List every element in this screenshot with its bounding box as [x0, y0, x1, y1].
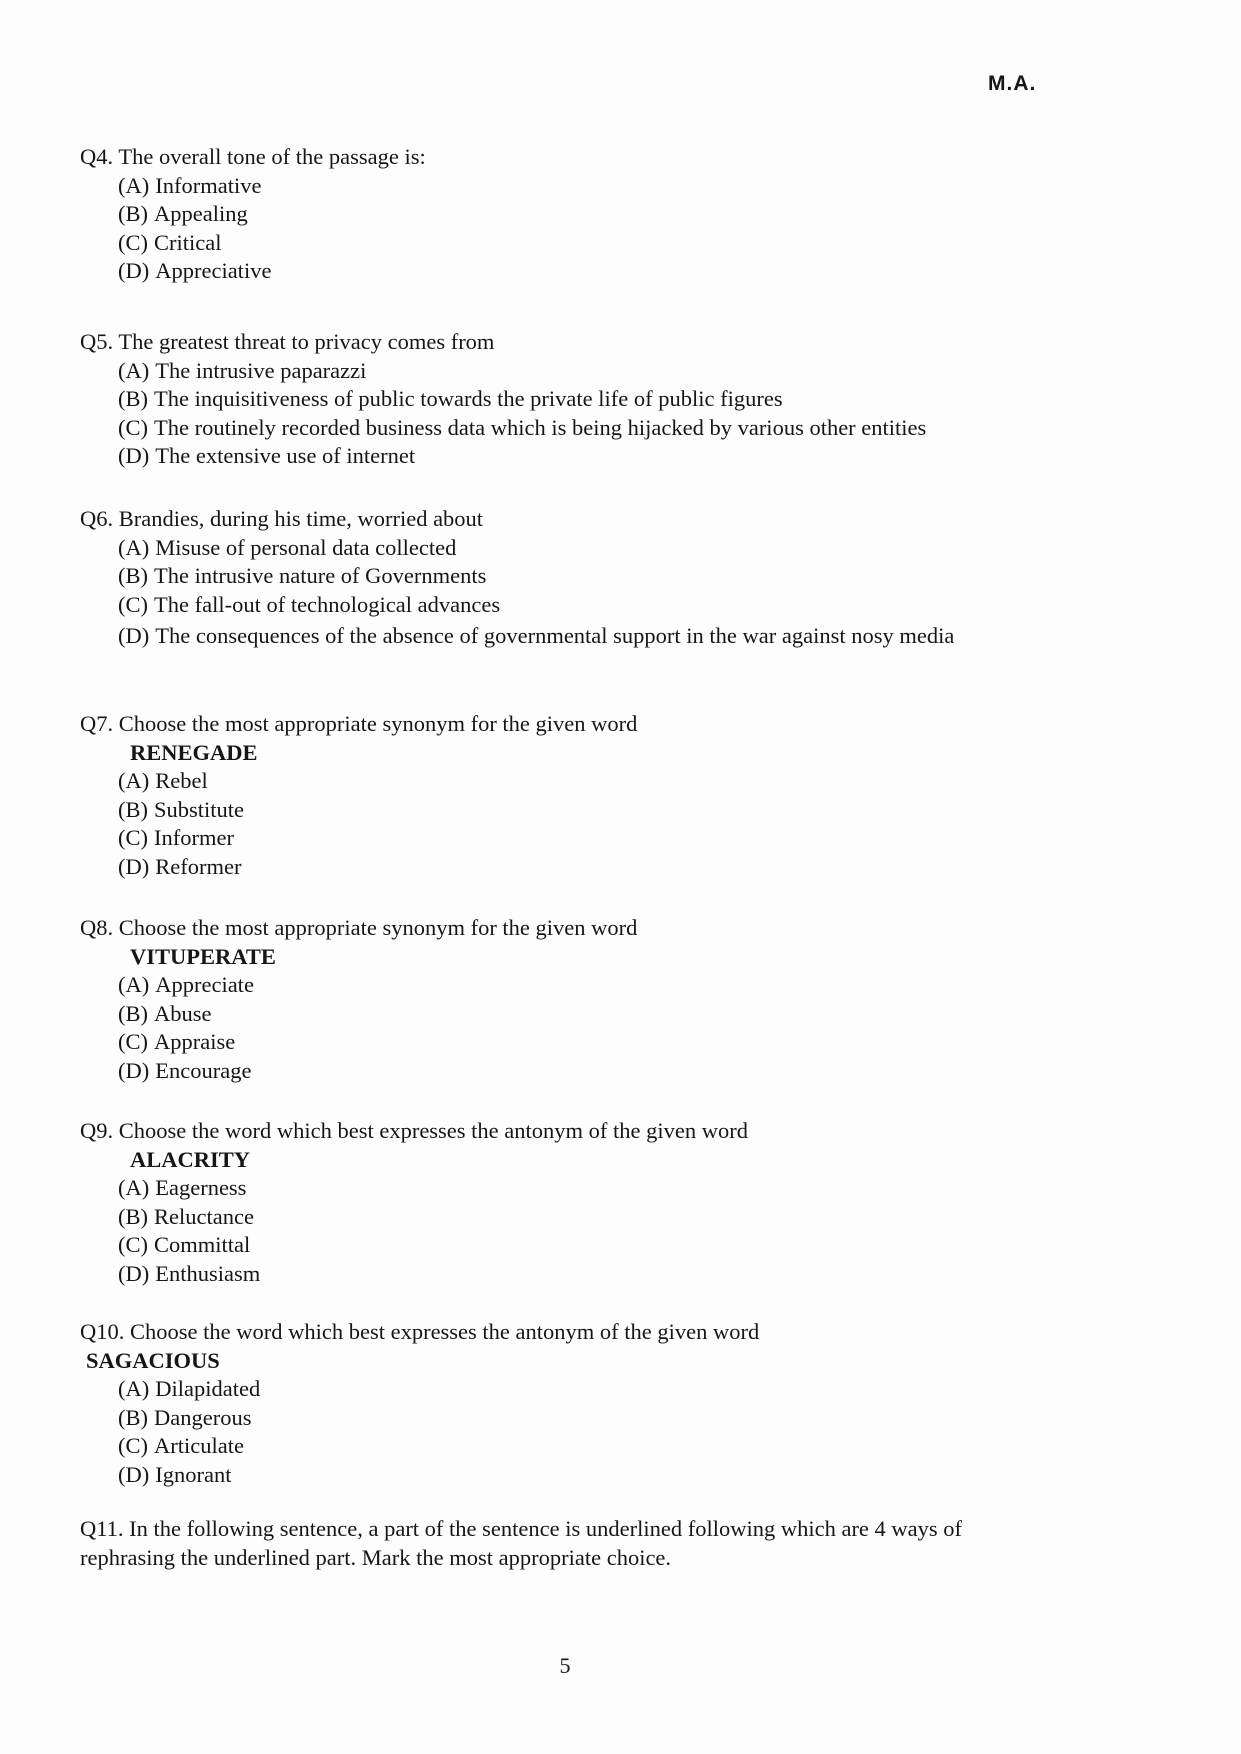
question-q11 [80, 1515, 1060, 1572]
option-text: The intrusive paparazzi [155, 357, 367, 383]
option-label: (D) [118, 443, 150, 469]
option-label: (A) [118, 1376, 150, 1402]
option-d [80, 1461, 1060, 1490]
option-a [80, 534, 1060, 563]
option-text: Encourage [155, 1057, 252, 1083]
question-q7 [80, 710, 1060, 882]
option-c [80, 1231, 1060, 1260]
option-label: (B) [118, 1203, 148, 1229]
option-c [80, 414, 1060, 443]
option-label: (C) [118, 414, 148, 440]
option-label: (C) [118, 229, 148, 255]
option-label: (D) [118, 853, 150, 879]
option-text: Ignorant [155, 1461, 232, 1487]
option-text: The extensive use of internet [155, 443, 416, 469]
option-label: (A) [118, 768, 150, 794]
option-label: (D) [118, 623, 150, 649]
option-text: Articulate [154, 1433, 244, 1459]
option-label: (B) [118, 386, 148, 412]
question-stem: Q9. Choose the word which best expresses the antonym of the given word [80, 1118, 748, 1143]
option-text: Critical [154, 229, 222, 255]
question-q4 [80, 143, 1060, 286]
option-label: (B) [118, 1000, 148, 1026]
option-text: Committal [154, 1232, 251, 1258]
option-c [80, 824, 1060, 853]
option-b [80, 1203, 1060, 1232]
question-q10 [80, 1318, 1060, 1490]
option-label: (A) [118, 1175, 150, 1201]
option-a [80, 1174, 1060, 1203]
option-label: (C) [118, 1029, 148, 1055]
option-label: (D) [118, 1461, 150, 1487]
option-label: (B) [118, 563, 148, 589]
question-q6 [80, 505, 1060, 652]
option-c [80, 1028, 1060, 1057]
option-label: (D) [118, 1057, 150, 1083]
option-text: Enthusiasm [155, 1260, 261, 1286]
option-b [80, 796, 1060, 825]
given-word: VITUPERATE [130, 943, 276, 969]
question-stem: Q4. The overall tone of the passage is: [80, 144, 426, 169]
question-stem: Q6. Brandies, during his time, worried about [80, 506, 484, 531]
option-a [80, 357, 1060, 386]
option-c [80, 1432, 1060, 1461]
option-a [80, 971, 1060, 1000]
option-d [80, 1260, 1060, 1289]
option-text: The routinely recorded business data which is being hijacked by various other entities [154, 414, 927, 440]
option-text: The inquisitiveness of public towards the private life of public figures [154, 386, 783, 412]
option-c [80, 591, 1060, 620]
given-word: RENEGADE [130, 739, 258, 765]
option-text: The consequences of the absence of governmental support in the war against nosy media [155, 623, 955, 649]
option-b [80, 1000, 1060, 1029]
option-b [80, 200, 1060, 229]
option-label: (C) [118, 825, 148, 851]
question-stem: Q7. Choose the most appropriate synonym for the given word [80, 711, 638, 736]
option-label: (D) [118, 1260, 150, 1286]
option-label: (A) [118, 357, 150, 383]
given-word: ALACRITY [130, 1146, 251, 1172]
given-word: SAGACIOUS [86, 1347, 220, 1373]
option-a [80, 767, 1060, 796]
option-label: (D) [118, 258, 150, 284]
option-text: Reluctance [154, 1203, 254, 1229]
question-q8 [80, 914, 1060, 1086]
option-text: Misuse of personal data collected [155, 534, 457, 560]
option-c [80, 229, 1060, 258]
question-stem: Q11. In the following sentence, a part of the sentence is underlined following which are 4 ways of rephrasing the underlined part. Mark the most appropriate choice. [80, 1516, 963, 1570]
option-b [80, 562, 1060, 591]
option-b [80, 1404, 1060, 1433]
option-d [80, 1057, 1060, 1086]
option-label: (A) [118, 172, 150, 198]
option-text: Eagerness [155, 1175, 247, 1201]
option-label: (C) [118, 1433, 148, 1459]
option-label: (A) [118, 972, 150, 998]
option-label: (C) [118, 1232, 148, 1258]
question-stem: Q5. The greatest threat to privacy comes from [80, 329, 495, 354]
option-text: The fall-out of technological advances [154, 591, 501, 617]
question-stem: Q10. Choose the word which best expresses the antonym of the given word [80, 1319, 760, 1344]
option-d [80, 619, 1060, 652]
option-text: Substitute [154, 796, 245, 822]
page-number: 5 [559, 1653, 571, 1678]
option-d [80, 442, 1060, 471]
option-text: Informer [154, 825, 234, 851]
option-text: Appreciate [155, 972, 254, 998]
option-d [80, 257, 1060, 286]
option-label: (C) [118, 591, 148, 617]
option-label: (B) [118, 796, 148, 822]
option-text: Appraise [154, 1029, 236, 1055]
option-text: Dangerous [154, 1404, 252, 1430]
option-label: (B) [118, 1404, 148, 1430]
option-text: Rebel [155, 768, 208, 794]
option-a [80, 1375, 1060, 1404]
option-text: The intrusive nature of Governments [154, 563, 487, 589]
option-text: Abuse [154, 1000, 212, 1026]
option-d [80, 853, 1060, 882]
option-text: Informative [155, 172, 262, 198]
option-text: Dilapidated [155, 1376, 261, 1402]
option-a [80, 172, 1060, 201]
option-text: Reformer [155, 853, 242, 879]
option-text: Appreciative [155, 258, 272, 284]
question-q5 [80, 328, 1060, 471]
option-label: (B) [118, 201, 148, 227]
question-q9 [80, 1117, 1060, 1289]
course-tag: M.A. [988, 72, 1037, 95]
question-stem: Q8. Choose the most appropriate synonym for the given word [80, 915, 638, 940]
option-text: Appealing [154, 201, 248, 227]
option-label: (A) [118, 534, 150, 560]
option-b [80, 385, 1060, 414]
